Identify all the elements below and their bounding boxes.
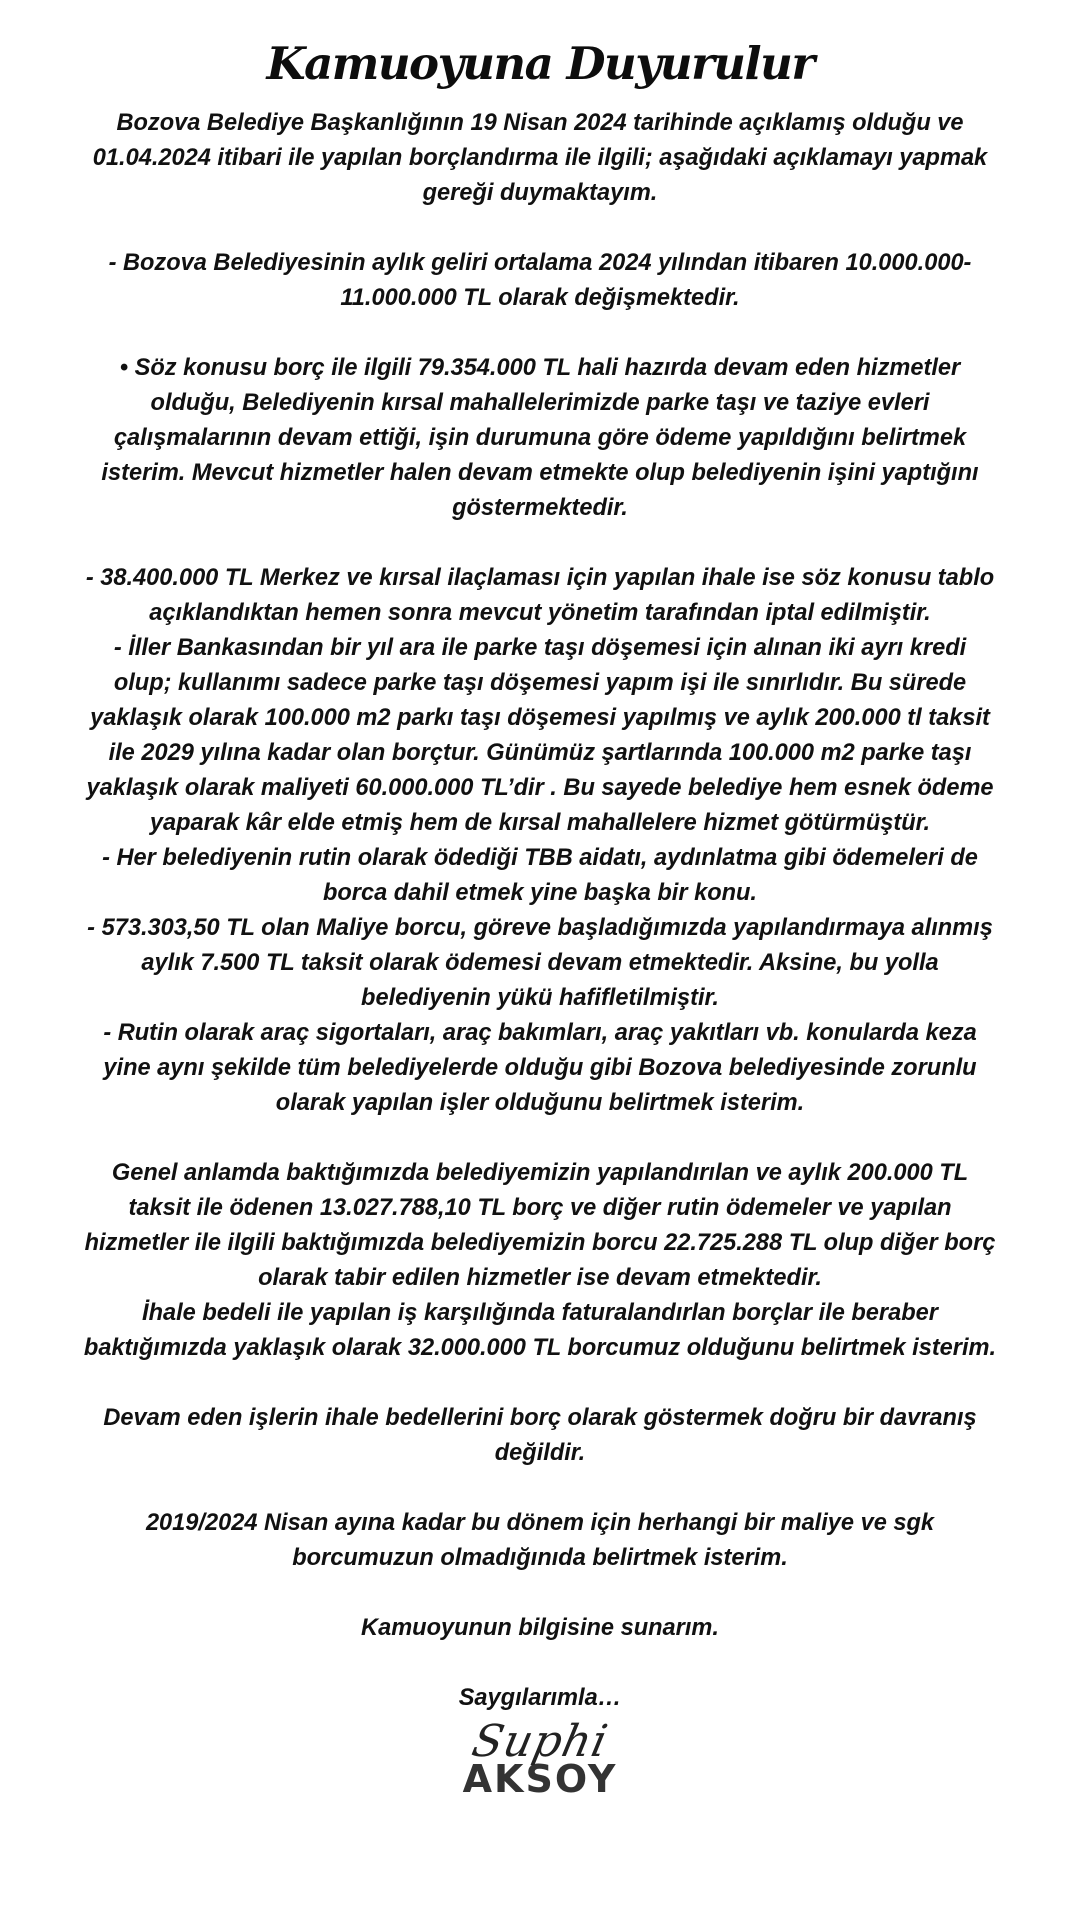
tax-sgk-paragraph: 2019/2024 Nisan ayına kadar bu dönem için herhangi bir maliye ve sgk borcumuzun olmadığınıda belirtmek isterim. [145, 1510, 935, 1571]
announcement-body [82, 106, 998, 1716]
spraying-tender-paragraph: - 38.400.000 TL Merkez ve kırsal ilaçlaması için yapılan ihale ise söz konusu tablo açıklandıktan hemen sonra mevcut yönetim tarafından iptal edilmiştir. [85, 565, 995, 626]
vehicle-expenses-paragraph: - Rutin olarak araç sigortaları, araç bakımları, araç yakıtları vb. konularda keza yine aynı şekilde tüm belediyelerde olduğu gibi Bozova belediyesinde zorunlu olarak yapılan işler olduğunu belirtmek isterim. [103, 1020, 977, 1116]
paragraph-spacer [82, 1646, 998, 1681]
paragraph-spacer [82, 1576, 998, 1611]
page-title: Kamuoyuna Duyurulur [266, 37, 814, 90]
bank-loan-paragraph: - İller Bankasından bir yıl ara ile parke taşı döşemesi için alınan iki ayrı kredi olup; kullanımı sadece parke taşı döşemesi yapım işi ile sınırlıdır. Bu sürede yaklaşık olarak 100.000 m2 parkı taşı döşemesi yapılmış ve aylık 200.000 tl taksit ile 2029 yılına kadar olan borçtur. Günümüz şartlarında 100.000 m2 parke taşı yaklaşık olarak maliyeti 60.000.000 TL’dir . Bu sayede belediye hem esnek ödeme yaparak kâr elde etmiş hem de kırsal mahallelere hizmet götürmüştür. [86, 635, 994, 836]
paragraph-spacer [82, 1471, 998, 1506]
intro-paragraph: Bozova Belediye Başkanlığının 19 Nisan 2024 tarihinde açıklamış olduğu ve 01.04.2024 itibari ile yapılan borçlandırma ile ilgili; aşağıdaki açıklamayı yapmak gereği duymaktayım. [92, 110, 988, 206]
tender-debt-paragraph: İhale bedeli ile yapılan iş karşılığında faturalandırlan borçlar ile beraber baktığımızda yaklaşık olarak 32.000.000 TL borcumuz olduğunu belirtmek isterim. [83, 1300, 997, 1361]
signature-name: AKSOY [462, 1757, 618, 1801]
paragraph-spacer [82, 316, 998, 351]
signature-logo [82, 1716, 998, 1801]
income-paragraph: - Bozova Belediyesinin aylık geliri ortalama 2024 yılından itibaren 10.000.000-11.000.000 TL olarak değişmektedir. [108, 250, 972, 311]
closing-paragraph: Kamuoyunun bilgisine sunarım. [361, 1615, 719, 1641]
paragraph-spacer [82, 526, 998, 561]
paragraph-spacer [82, 1121, 998, 1156]
paragraph-spacer [82, 1366, 998, 1401]
finance-debt-paragraph: - 573.303,50 TL olan Maliye borcu, göreve başladığımızda yapılandırmaya alınmış aylık 7.500 TL taksit olarak ödemesi devam etmektedir. Aksine, bu yolla belediyenin yükü hafifletilmiştir. [87, 915, 993, 1011]
regards-line: Saygılarımla… [458, 1685, 622, 1711]
general-summary-paragraph: Genel anlamda baktığımızda belediyemizin yapılandırılan ve aylık 200.000 TL taksit ile ödenen 13.027.788,10 TL borç ve diğer rutin ödemeler ve yapılan hizmetler ile ilgili baktığımızda belediyemizin borcu 22.725.288 TL olup diğer borç olarak tabir edilen hizmetler ise devam etmektedir. [84, 1160, 996, 1291]
ongoing-services-paragraph: • Söz konusu borç ile ilgili 79.354.000 TL hali hazırda devam eden hizmetler olduğu, Belediyenin kırsal mahallelerimizde parke taşı ve taziye evleri çalışmalarının devam ettiği, işin durumuna göre ödeme yapıldığını belirtmek isterim. Mevcut hizmetler halen devam etmekte olup belediyenin işini yaptığını göstermektedir. [101, 355, 979, 521]
signature-script: Suphi [467, 1716, 613, 1767]
routine-payments-paragraph: - Her belediyenin rutin olarak ödediği TBB aidatı, aydınlatma gibi ödemeleri de borca dahil etmek yine başka bir konu. [102, 845, 978, 906]
ongoing-works-paragraph: Devam eden işlerin ihale bedellerini borç olarak göstermek doğru bir davranış değildir. [103, 1405, 977, 1466]
paragraph-spacer [82, 211, 998, 246]
